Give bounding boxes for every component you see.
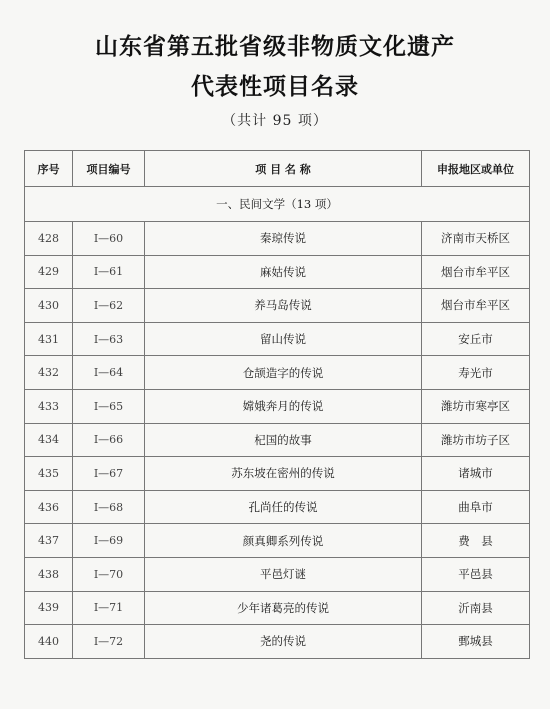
cell-code: Ⅰ—71 <box>73 591 145 625</box>
cell-index: 436 <box>25 490 73 524</box>
cell-index: 437 <box>25 524 73 558</box>
cell-region: 平邑县 <box>422 557 530 591</box>
cell-region: 济南市天桥区 <box>422 222 530 256</box>
cell-code: Ⅰ—60 <box>73 222 145 256</box>
cell-name: 平邑灯谜 <box>145 557 422 591</box>
cell-region: 潍坊市坊子区 <box>422 423 530 457</box>
cell-name: 麻姑传说 <box>145 255 422 289</box>
table-row <box>25 524 530 558</box>
cell-name: 秦琼传说 <box>145 222 422 256</box>
cell-index: 431 <box>25 322 73 356</box>
cell-code: Ⅰ—65 <box>73 389 145 423</box>
cell-name: 养马岛传说 <box>145 289 422 323</box>
table-row <box>25 222 530 256</box>
cell-region: 沂南县 <box>422 591 530 625</box>
cell-index: 428 <box>25 222 73 256</box>
cell-name: 少年诸葛亮的传说 <box>145 591 422 625</box>
cell-region: 安丘市 <box>422 322 530 356</box>
cell-name: 留山传说 <box>145 322 422 356</box>
section-row <box>25 187 530 222</box>
cell-name: 嫦娥奔月的传说 <box>145 389 422 423</box>
table-row <box>25 591 530 625</box>
table-row <box>25 557 530 591</box>
cell-name: 尧的传说 <box>145 625 422 659</box>
cell-region: 寿光市 <box>422 356 530 390</box>
cell-region: 诸城市 <box>422 457 530 491</box>
column-header-region: 申报地区或单位 <box>422 151 530 187</box>
cell-code: Ⅰ—69 <box>73 524 145 558</box>
column-header-index: 序号 <box>25 151 73 187</box>
page-title: 山东省第五批省级非物质文化遗产 <box>95 34 455 60</box>
cell-index: 438 <box>25 557 73 591</box>
table-row <box>25 389 530 423</box>
cell-region: 烟台市牟平区 <box>422 255 530 289</box>
cell-region: 烟台市牟平区 <box>422 289 530 323</box>
cell-code: Ⅰ—64 <box>73 356 145 390</box>
cell-name: 仓颉造字的传说 <box>145 356 422 390</box>
table-row <box>25 625 530 659</box>
cell-index: 432 <box>25 356 73 390</box>
cell-index: 434 <box>25 423 73 457</box>
table-row <box>25 289 530 323</box>
table-row <box>25 457 530 491</box>
cell-region: 潍坊市寒亭区 <box>422 389 530 423</box>
cell-code: Ⅰ—61 <box>73 255 145 289</box>
cell-name: 孔尚任的传说 <box>145 490 422 524</box>
table-row <box>25 490 530 524</box>
cell-region: 鄄城县 <box>422 625 530 659</box>
column-header-code: 项目编号 <box>73 151 145 187</box>
table-row <box>25 356 530 390</box>
cell-name: 苏东坡在密州的传说 <box>145 457 422 491</box>
page-subtitle: （共计 95 项） <box>222 113 328 129</box>
cell-code: Ⅰ—63 <box>73 322 145 356</box>
cell-region: 曲阜市 <box>422 490 530 524</box>
cell-code: Ⅰ—62 <box>73 289 145 323</box>
cell-name: 杞国的故事 <box>145 423 422 457</box>
table-row <box>25 255 530 289</box>
cell-index: 430 <box>25 289 73 323</box>
table-row <box>25 322 530 356</box>
cell-name: 颜真卿系列传说 <box>145 524 422 558</box>
page-title-line2: 代表性项目名录 <box>191 74 359 100</box>
cell-code: Ⅰ—72 <box>73 625 145 659</box>
cell-index: 435 <box>25 457 73 491</box>
cell-code: Ⅰ—67 <box>73 457 145 491</box>
cell-code: Ⅰ—68 <box>73 490 145 524</box>
cell-code: Ⅰ—66 <box>73 423 145 457</box>
cell-index: 429 <box>25 255 73 289</box>
cell-index: 433 <box>25 389 73 423</box>
cell-code: Ⅰ—70 <box>73 557 145 591</box>
column-header-name: 项 目 名 称 <box>145 151 422 187</box>
heritage-list-table <box>24 150 530 659</box>
section-title: 一、民间文学（13 项） <box>25 187 530 222</box>
cell-region: 费 县 <box>422 524 530 558</box>
cell-index: 440 <box>25 625 73 659</box>
table-row <box>25 423 530 457</box>
table-header-row <box>25 151 530 187</box>
cell-index: 439 <box>25 591 73 625</box>
